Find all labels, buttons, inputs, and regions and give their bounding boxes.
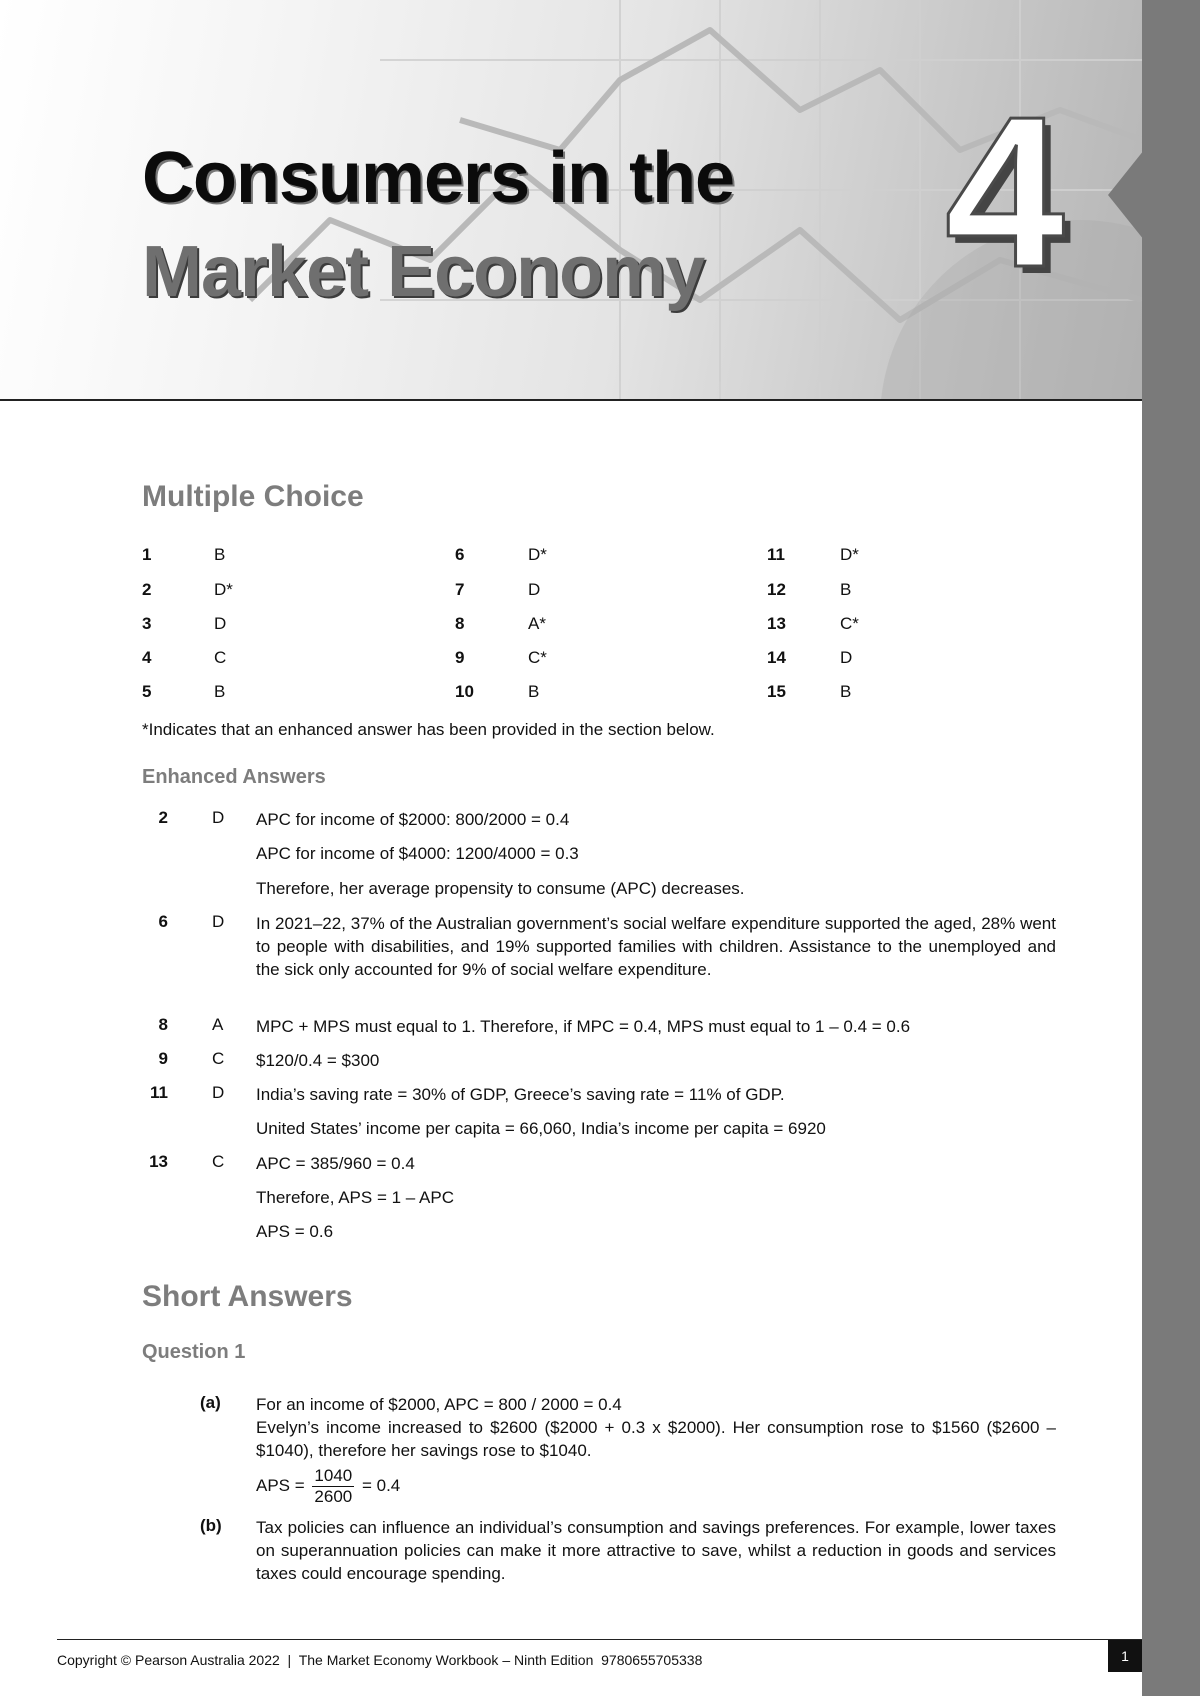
mc-number: 2 bbox=[142, 580, 152, 599]
part-a-label: (a) bbox=[200, 1393, 221, 1412]
mc-footnote: *Indicates that an enhanced answer has been provided in the section below. bbox=[142, 720, 715, 739]
mc-answer: D* bbox=[840, 545, 859, 564]
mc-number: 12 bbox=[767, 580, 786, 599]
answer-number: 11 bbox=[150, 1083, 168, 1102]
footer-divider bbox=[57, 1639, 1142, 1640]
short-answers-heading: Short Answers bbox=[142, 1280, 353, 1313]
part-a-line: For an income of $2000, APC = 800 / 2000 = 0.4 bbox=[256, 1395, 622, 1414]
answer-number: 2 bbox=[158, 808, 168, 827]
mc-answer: D bbox=[840, 648, 853, 667]
answer-line: Therefore, her average propensity to consume (APC) decreases. bbox=[256, 879, 745, 898]
mc-number: 5 bbox=[142, 682, 152, 701]
answer-letter: D bbox=[212, 808, 225, 827]
answer-letter: C bbox=[212, 1049, 225, 1068]
answer-line: APC = 385/960 = 0.4 bbox=[256, 1154, 415, 1173]
mc-answer: B bbox=[840, 580, 852, 599]
mc-answer: D* bbox=[214, 580, 233, 599]
answer-line: APC for income of $4000: 1200/4000 = 0.3 bbox=[256, 844, 579, 863]
page-number: 1 bbox=[1108, 1640, 1142, 1672]
enhanced-answers-heading: Enhanced Answers bbox=[142, 766, 326, 788]
mc-number: 1 bbox=[142, 545, 152, 564]
chapter-number: 4 bbox=[945, 71, 1065, 312]
answer-line: APS = 0.6 bbox=[256, 1222, 334, 1241]
answer-line: APC for income of $2000: 800/2000 = 0.4 bbox=[256, 810, 570, 829]
multiple-choice-heading: Multiple Choice bbox=[142, 480, 364, 513]
footer-copyright: Copyright © Pearson Australia 2022 | The Market Economy Workbook – Ninth Edition 9780655705338 bbox=[57, 1652, 703, 1668]
answer-letter: A bbox=[212, 1015, 224, 1034]
answer-letter: D bbox=[212, 1083, 225, 1102]
chapter-arrow-tab bbox=[1108, 150, 1144, 240]
mc-answer: B bbox=[214, 682, 226, 701]
aps-prefix: APS = bbox=[256, 1476, 305, 1495]
part-b-label: (b) bbox=[200, 1516, 222, 1535]
aps-denominator: 2600 bbox=[314, 1487, 353, 1507]
chapter-title-line1: Consumers in the bbox=[142, 138, 735, 218]
mc-answer: B bbox=[528, 682, 540, 701]
chapter-banner bbox=[0, 0, 1142, 400]
mc-answer: C bbox=[214, 648, 227, 667]
chapter-title-line2: Market Economy bbox=[142, 232, 705, 312]
mc-answer: C* bbox=[840, 614, 859, 633]
answer-line: United States’ income per capita = 66,060, India’s income per capita = 6920 bbox=[256, 1119, 826, 1138]
mc-answer: A* bbox=[528, 614, 546, 633]
answer-line: Therefore, APS = 1 – APC bbox=[256, 1188, 454, 1207]
mc-number: 7 bbox=[455, 580, 465, 599]
mc-number: 4 bbox=[142, 648, 152, 667]
question-1-heading: Question 1 bbox=[142, 1341, 246, 1363]
answer-line: India’s saving rate = 30% of GDP, Greece’s saving rate = 11% of GDP. bbox=[256, 1085, 785, 1104]
mc-answer: B bbox=[840, 682, 852, 701]
answer-line: MPC + MPS must equal to 1. Therefore, if MPC = 0.4, MPS must equal to 1 – 0.4 = 0.6 bbox=[256, 1017, 911, 1036]
mc-number: 10 bbox=[455, 682, 474, 701]
answer-number: 6 bbox=[158, 912, 168, 931]
answer-number: 8 bbox=[158, 1015, 168, 1034]
mc-number: 8 bbox=[455, 614, 465, 633]
mc-number: 6 bbox=[455, 545, 465, 564]
mc-number: 13 bbox=[767, 614, 786, 633]
answer-letter: D bbox=[212, 912, 225, 931]
mc-number: 15 bbox=[767, 682, 786, 701]
mc-number: 14 bbox=[767, 648, 786, 667]
answer-line: $120/0.4 = $300 bbox=[256, 1051, 380, 1070]
aps-numerator: 1040 bbox=[314, 1466, 353, 1486]
mc-answer: D bbox=[214, 614, 227, 633]
mc-answer: B bbox=[214, 545, 226, 564]
answer-number: 9 bbox=[158, 1049, 168, 1068]
aps-result: = 0.4 bbox=[361, 1476, 401, 1495]
answer-letter: C bbox=[212, 1152, 225, 1171]
answer-number: 13 bbox=[149, 1152, 168, 1171]
mc-answer: D* bbox=[528, 545, 547, 564]
aps-fraction bbox=[312, 1466, 354, 1507]
banner-divider bbox=[0, 399, 1142, 401]
mc-number: 9 bbox=[455, 648, 465, 667]
mc-number: 11 bbox=[767, 545, 785, 564]
aps-formula bbox=[256, 1464, 400, 1508]
side-band bbox=[1142, 0, 1200, 1696]
part-b-paragraph: Tax policies can influence an individual’s consumption and savings preferences. For example, lower taxes on superannuation policies can make it more attractive to save, whilst a reduction in goods and services taxes could encourage spending. bbox=[256, 1518, 1056, 1583]
part-a-paragraph: Evelyn’s income increased to $2600 ($2000 + 0.3 x $2000). Her consumption rose to $1560 ($2600 – $1040), therefore her savings rose to $1040. bbox=[256, 1418, 1056, 1460]
mc-answer: D bbox=[528, 580, 541, 599]
mc-answer: C* bbox=[528, 648, 547, 667]
mc-number: 3 bbox=[142, 614, 152, 633]
answer-paragraph: In 2021–22, 37% of the Australian government’s social welfare expenditure supported the aged, 28% went to people with disabilities, and 19% supported families with children. Assistance to the unemployed and the sick only accounted for 9% of social welfare expenditure. bbox=[256, 914, 1056, 979]
